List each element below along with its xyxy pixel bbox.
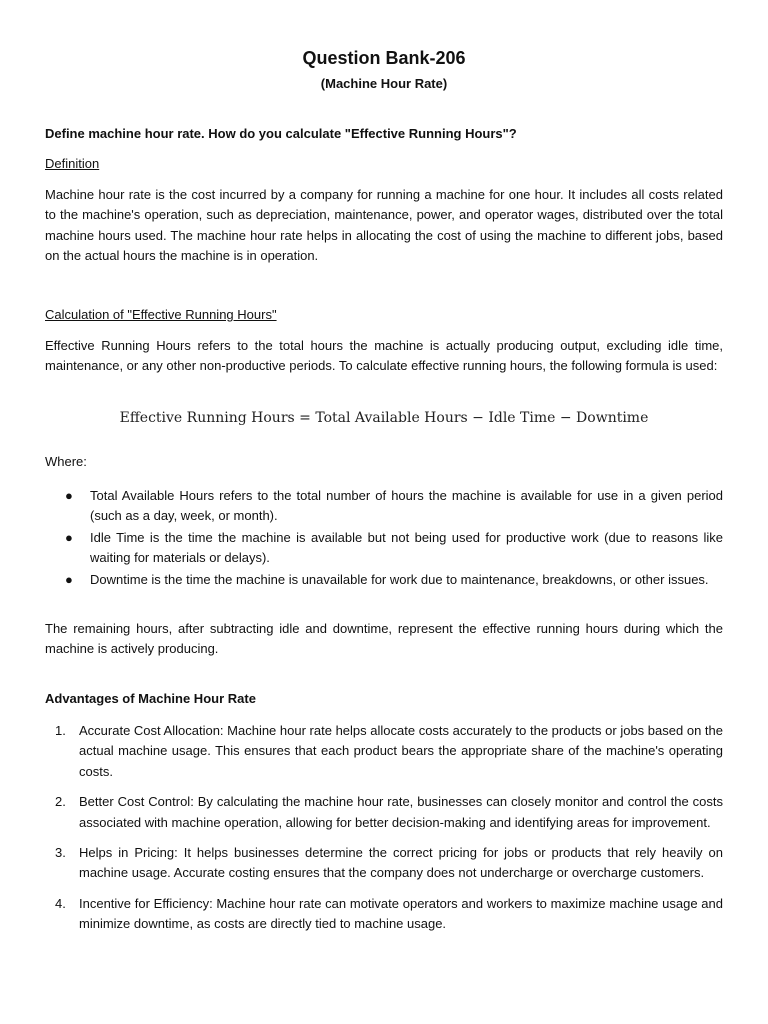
item-number: 1. <box>55 723 66 738</box>
item-text: Incentive for Efficiency: Machine hour rate can motivate operators and workers to maximize machine usage and minimize downtime, as costs are directly tied to machine usage. <box>79 895 723 932</box>
calculation-heading: Calculation of "Effective Running Hours" <box>45 307 277 322</box>
list-item <box>45 843 723 884</box>
list-item <box>45 792 723 833</box>
calculation-conclusion: The remaining hours, after subtracting idle and downtime, represent the effective running hours during which the machine is actively producing. <box>45 621 723 657</box>
list-item <box>45 721 723 782</box>
item-number: 2. <box>55 794 66 810</box>
list-item <box>45 486 723 527</box>
bullet-icon: ● <box>65 571 73 587</box>
document-subtitle: (Machine Hour Rate) <box>320 76 448 91</box>
advantages-heading: Advantages of Machine Hour Rate <box>45 691 256 706</box>
item-number: 3. <box>55 845 66 861</box>
item-text: Better Cost Control: By calculating the machine hour rate, businesses can closely monitor and control the costs associated with machine operation, allowing for better decision-making and identifying areas for improvement. <box>79 794 723 830</box>
bullet-icon: ● <box>65 529 73 545</box>
definition-heading: Definition <box>45 156 100 171</box>
calculation-intro: Effective Running Hours refers to the total hours the machine is actually producing output, excluding idle time, maintenance, or any other non-productive periods. To calculate effective running hours, the following formula is used: <box>45 338 723 374</box>
bullet-text: Idle Time is the time the machine is available but not being used for productive work (due to reasons like waiting for materials or delays). <box>90 529 723 566</box>
list-item <box>45 570 723 590</box>
item-text: Accurate Cost Allocation: Machine hour rate helps allocate costs accurately to the products or jobs based on the actual machine usage. This ensures that each product bears the appropriate share of the machine's operating costs. <box>79 723 723 779</box>
advantages-list <box>45 721 723 945</box>
list-item <box>45 894 723 935</box>
item-text: Helps in Pricing: It helps businesses determine the correct pricing for jobs or products that rely heavily on machine usage. Accurate costing ensures that the company does not undercharge or overcharge customers. <box>79 845 723 881</box>
effective-hours-formula: Effective Running Hours = Total Available Hours − Idle Time − Downtime <box>119 410 649 426</box>
question-text: Define machine hour rate. How do you calculate "Effective Running Hours"? <box>45 126 517 141</box>
list-item <box>45 528 723 569</box>
definition-text: Machine hour rate is the cost incurred by a company for running a machine for one hour. It includes all costs related to the machine's operation, such as depreciation, maintenance, power, and operator wages, distributed over the total machine hours used. The machine hour rate helps in allocating the cost of using the machine to different jobs, based on the actual hours the machine is in operation. <box>45 187 723 264</box>
where-bullet-list <box>45 486 723 591</box>
document-title: Question Bank-206 <box>302 48 466 68</box>
where-label: Where: <box>45 454 87 469</box>
bullet-text: Downtime is the time the machine is unavailable for work due to maintenance, breakdowns, or other issues. <box>90 571 709 587</box>
bullet-text: Total Available Hours refers to the total number of hours the machine is available for use in a given period (such as a day, week, or month). <box>90 488 723 524</box>
bullet-icon: ● <box>65 488 73 503</box>
item-number: 4. <box>55 895 66 911</box>
